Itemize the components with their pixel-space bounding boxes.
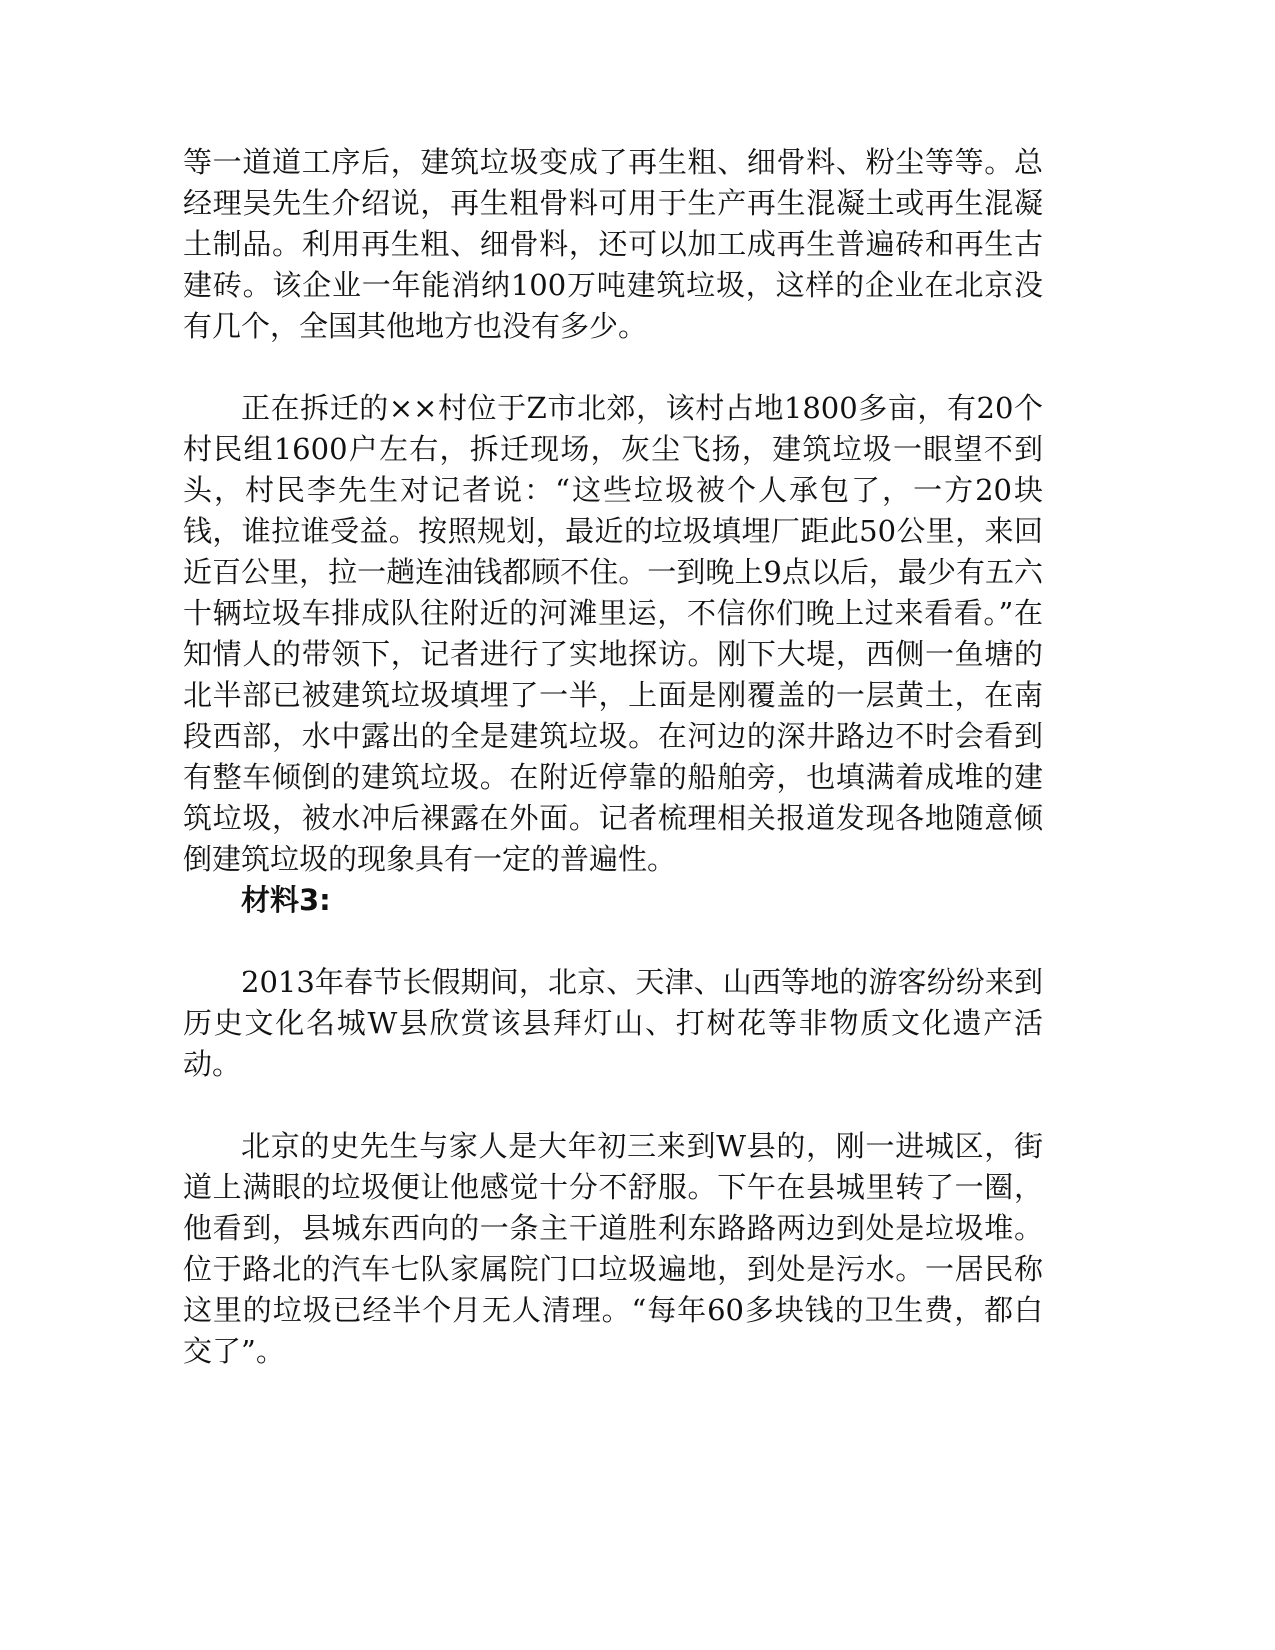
paragraph-1: 等一道道工序后，建筑垃圾变成了再生粗、细骨料、粉尘等等。总经理吴先生介绍说，再生粗骨料可用于生产再生混凝土或再生混凝土制品。利用再生粗、细骨料，还可以加工成再生普遍砖和再生古建砖。该企业一年能消纳100万吨建筑垃圾，这样的企业在北京没有几个，全国其他地方也没有多少。 (183, 145, 1043, 343)
section-heading: 材料3: (241, 883, 331, 917)
document-body (183, 142, 1043, 1372)
paragraph-4: 北京的史先生与家人是大年初三来到W县的，刚一进城区，街道上满眼的垃圾便让他感觉十分不舒服。下午在县城里转了一圈，他看到，县城东西向的一条主干道胜利东路路两边到处是垃圾堆。位于路北的汽车七队家属院门口垃圾遍地，到处是污水。一居民称这里的垃圾已经半个月无人清理。“每年60多块钱的卫生费，都白交了”。 (183, 1129, 1043, 1368)
paragraph-3: 2013年春节长假期间，北京、天津、山西等地的游客纷纷来到历史文化名城W县欣赏该县拜灯山、打树花等非物质文化遗产活动。 (183, 965, 1043, 1081)
paragraph-2: 正在拆迁的××村位于Z市北郊，该村占地1800多亩，有20个村民组1600户左右，拆迁现场，灰尘飞扬，建筑垃圾一眼望不到头，村民李先生对记者说：“这些垃圾被个人承包了，一方20块钱，谁拉谁受益。按照规划，最近的垃圾填埋厂距此50公里，来回近百公里，拉一趟连油钱都顾不住。一到晚上9点以后，最少有五六十辆垃圾车排成队往附近的河滩里运，不信你们晚上过来看看。”在知情人的带领下，记者进行了实地探访。刚下大堤，西侧一鱼塘的北半部已被建筑垃圾填埋了一半，上面是刚覆盖的一层黄土，在南段西部，水中露出的全是建筑垃圾。在河边的深井路边不时会看到有整车倾倒的建筑垃圾。在附近停靠的船舶旁，也填满着成堆的建筑垃圾，被水冲后裸露在外面。记者梳理相关报道发现各地随意倾倒建筑垃圾的现象具有一定的普遍性。 (183, 391, 1043, 876)
